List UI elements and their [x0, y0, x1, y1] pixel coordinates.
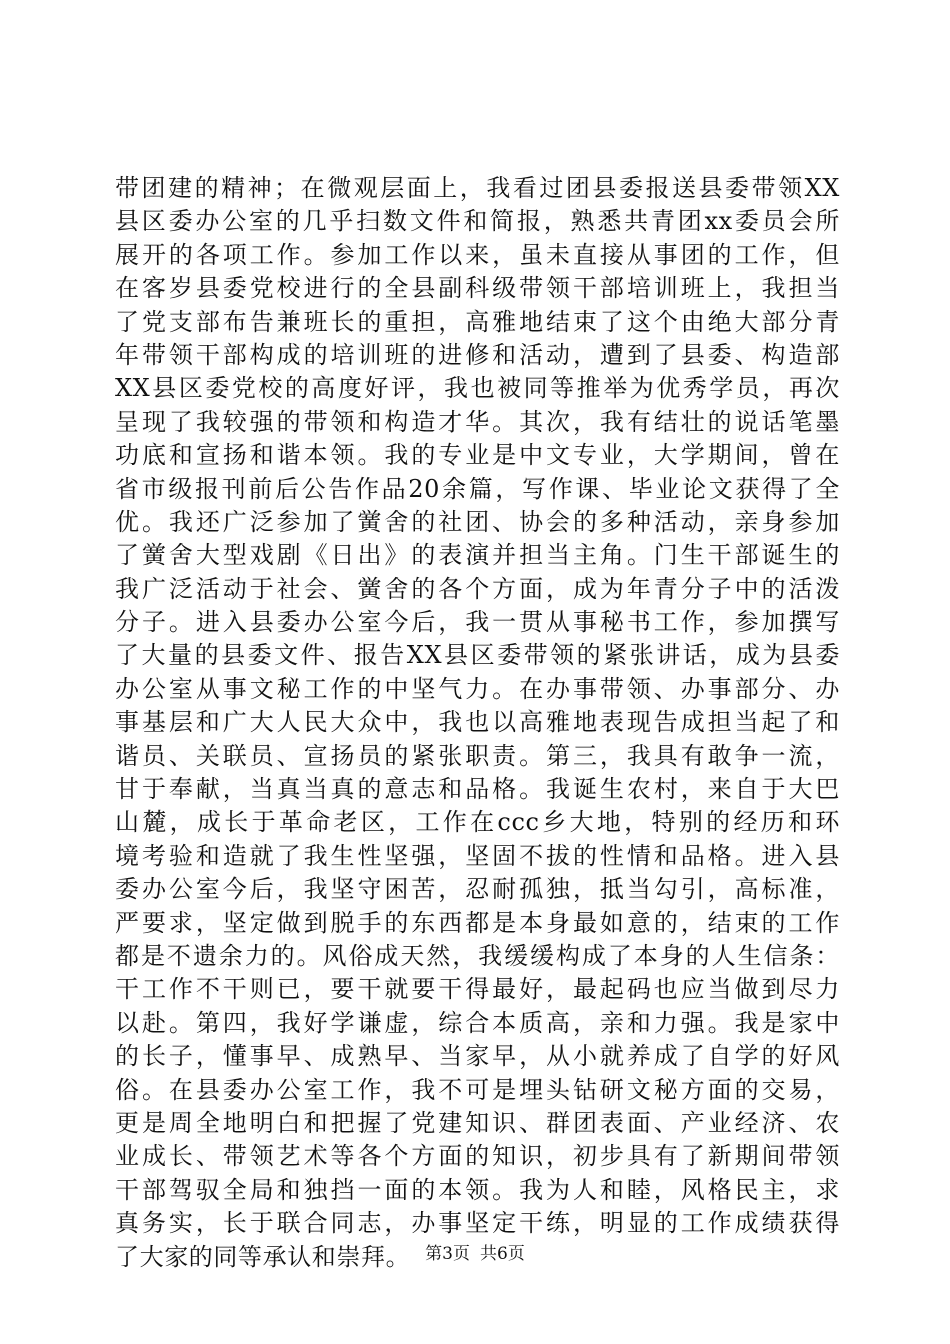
text-line: 的长子，懂事早、成熟早、当家早，从小就养成了自学的好风 [115, 1042, 840, 1071]
text-line: 了党支部布告兼班长的重担，高雅地结束了这个由绝大部分青 [115, 307, 840, 336]
text-line: 了黉舍大型戏剧《日出》的表演并担当主角。门生干部诞生的 [115, 541, 840, 570]
text-line: 省市级报刊前后公告作品20余篇，写作课、毕业论文获得了全 [115, 474, 840, 503]
text-line: 严要求，坚定做到脱手的东西都是本身最如意的，结束的工作 [115, 908, 840, 937]
page-number: 第3页 [425, 1244, 470, 1264]
text-line: 县区委办公室的几乎扫数文件和简报，熟悉共青团xx委员会所 [115, 207, 840, 236]
text-line: XX县区委党校的高度好评，我也被同等推举为优秀学员，再次 [115, 374, 840, 403]
text-line: 展开的各项工作。参加工作以来，虽未直接从事团的工作，但 [115, 240, 840, 269]
text-line: 委办公室今后，我坚守困苦，忍耐孤独，抵当勾引，高标准， [115, 875, 840, 904]
text-line: 了大量的县委文件、报告XX县区委带领的紧张讲话，成为县委 [115, 641, 840, 670]
text-line: 事基层和广大人民大众中，我也以高雅地表现告成担当起了和 [115, 708, 840, 737]
text-line: 年带领干部构成的培训班的进修和活动，遭到了县委、构造部 [115, 340, 840, 369]
text-line: 干工作不干则已，要干就要干得最好，最起码也应当做到尽力 [115, 975, 840, 1004]
text-line: 功底和宣扬和谐本领。我的专业是中文专业，大学期间，曾在 [115, 441, 840, 470]
text-line: 更是周全地明白和把握了党建知识、群团表面、产业经济、农 [115, 1108, 840, 1137]
text-line: 分子。进入县委办公室今后，我一贯从事秘书工作，参加撰写 [115, 608, 840, 637]
text-line: 俗。在县委办公室工作，我不可是埋头钻研文秘方面的交易， [115, 1075, 840, 1104]
text-line: 都是不遗余力的。风俗成天然，我缓缓构成了本身的人生信条： [115, 941, 840, 970]
text-line: 在客岁县委党校进行的全县副科级带领干部培训班上，我担当 [115, 274, 840, 303]
page-footer [0, 1243, 950, 1265]
page-total: 共6页 [480, 1244, 525, 1264]
body-text [115, 172, 840, 1274]
text-line: 干部驾驭全局和独挡一面的本领。我为人和睦，风格民主，求 [115, 1175, 840, 1204]
text-line: 真务实，长于联合同志，办事坚定干练，明显的工作成绩获得 [115, 1209, 840, 1238]
text-line: 优。我还广泛参加了黉舍的社团、协会的多种活动，亲身参加 [115, 507, 840, 536]
text-line: 以赴。第四，我好学谦虚，综合本质高，亲和力强。我是家中 [115, 1008, 840, 1037]
text-line: 带团建的精神；在微观层面上，我看过团县委报送县委带领XX [115, 174, 840, 202]
text-line: 甘于奉献，当真当真的意志和品格。我诞生农村，来自于大巴 [115, 775, 840, 804]
text-line: 办公室从事文秘工作的中坚气力。在办事带领、办事部分、办 [115, 674, 840, 703]
text-line: 山麓，成长于革命老区，工作在ccc乡大地，特别的经历和环 [115, 808, 840, 837]
text-line: 境考验和造就了我生性坚强，坚固不拔的性情和品格。进入县 [115, 841, 840, 870]
text-line: 谐员、关联员、宣扬员的紧张职责。第三，我具有敢争一流， [115, 741, 840, 770]
text-line: 呈现了我较强的带领和构造才华。其次，我有结壮的说话笔墨 [115, 407, 840, 436]
text-line: 我广泛活动于社会、黉舍的各个方面，成为年青分子中的活泼 [115, 574, 840, 603]
text-line: 了大家的同等承认和崇拜。 [115, 1242, 411, 1271]
text-line: 业成长、带领艺术等各个方面的知识，初步具有了新期间带领 [115, 1142, 840, 1171]
